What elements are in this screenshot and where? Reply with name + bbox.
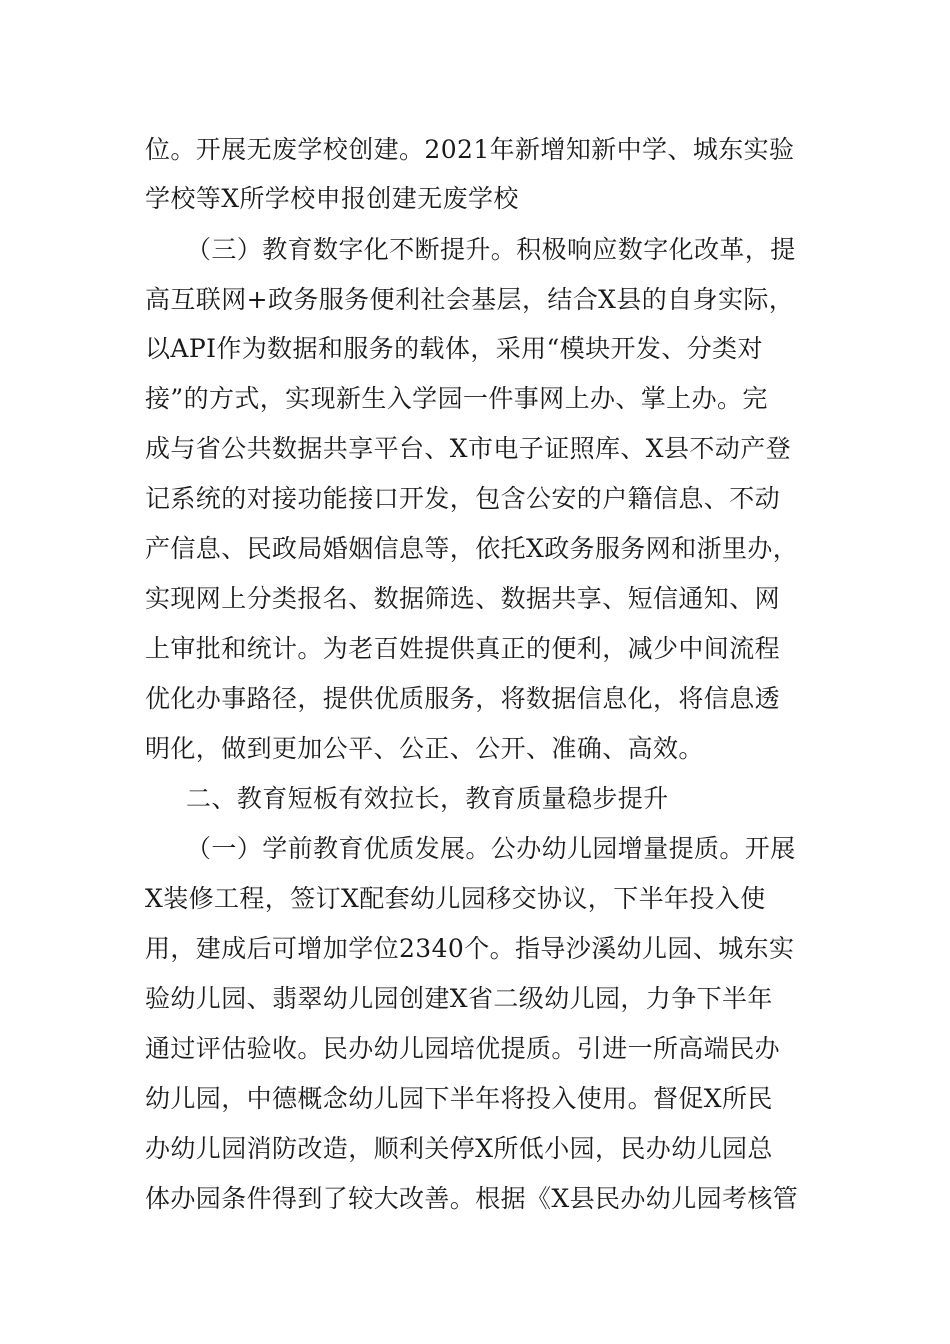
text-line: X装修工程，签订X配套幼儿园移交协议，下半年投入使 (145, 884, 766, 913)
paragraph-heading-line: （三）教育数字化不断提升。积极响应数字化改革，提 (186, 235, 796, 264)
text-line: 产信息、民政局婚姻信息等，依托X政务服务网和浙里办， (145, 534, 799, 563)
text-line: 接”的方式，实现新生入学园一件事网上办、掌上办。完 (145, 384, 768, 413)
text-line: 上审批和统计。为老百姓提供真正的便利，减少中间流程 (145, 634, 781, 663)
text-line: 用，建成后可增加学位2340个。指导沙溪幼儿园、城东实 (145, 934, 795, 963)
text-line: 成与省公共数据共享平台、X市电子证照库、X县不动产登 (145, 434, 791, 463)
section-heading: 二、教育短板有效拉长，教育质量稳步提升 (186, 784, 669, 813)
text-line: 体办园条件得到了较大改善。根据《X县民办幼儿园考核管 (145, 1184, 799, 1213)
text-line: 幼儿园，中德概念幼儿园下半年将投入使用。督促X所民 (145, 1084, 773, 1113)
text-line: 办幼儿园消防改造，顺利关停X所低小园，民办幼儿园总 (145, 1134, 773, 1163)
text-line: 记系统的对接功能接口开发，包含公安的户籍信息、不动 (145, 484, 781, 513)
text-line: 以API作为数据和服务的载体，采用“模块开发、分类对 (145, 334, 763, 363)
text-line: 位。开展无废学校创建。2021年新增知新中学、城东实验 (145, 135, 795, 164)
text-line: 明化，做到更加公平、公正、公开、准确、高效。 (145, 734, 704, 763)
paragraph-heading-line: （一）学前教育优质发展。公办幼儿园增量提质。开展 (186, 834, 796, 863)
text-line: 验幼儿园、翡翠幼儿园创建X省二级幼儿园，力争下半年 (145, 984, 773, 1013)
text-line: 通过评估验收。民办幼儿园培优提质。引进一所高端民办 (145, 1034, 781, 1063)
text-line: 高互联网+政务服务便利社会基层，结合X县的自身实际， (145, 285, 795, 314)
text-line: 学校等X所学校申报创建无废学校 (145, 184, 519, 213)
text-line: 优化办事路径，提供优质服务，将数据信息化，将信息透 (145, 684, 781, 713)
text-line: 实现网上分类报名、数据筛选、数据共享、短信通知、网 (145, 584, 781, 613)
